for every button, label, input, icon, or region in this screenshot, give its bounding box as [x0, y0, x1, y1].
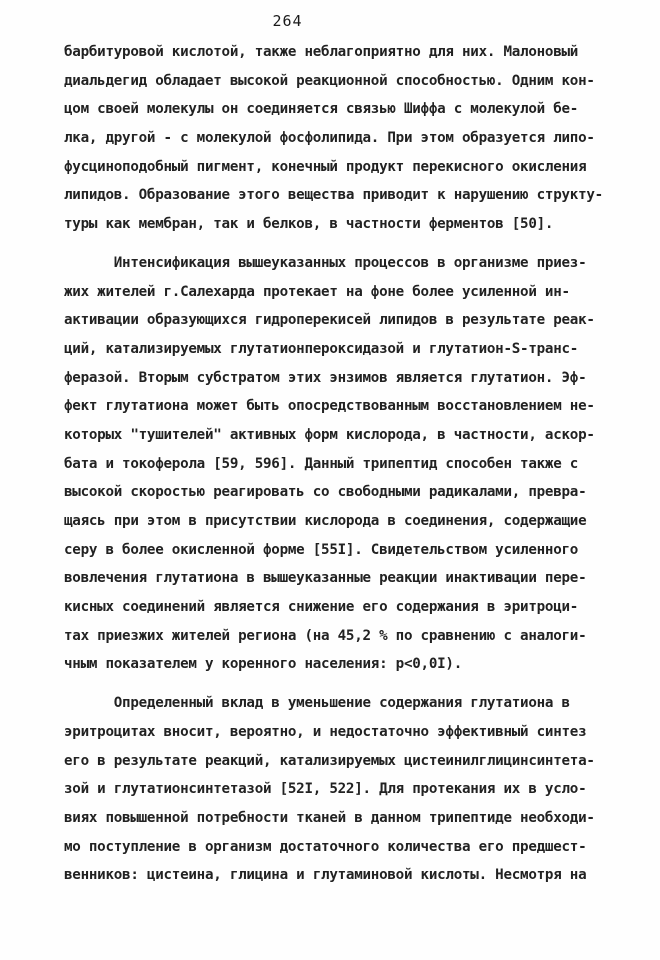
- text-line: лка, другой - с молекулой фосфолипида. При этом образуется липо-: [64, 130, 595, 147]
- text-line: высокой скоростью реагировать со свободными радикалами, превра-: [64, 484, 587, 501]
- text-line: щаясь при этом в присутствии кислорода в соединения, содержащие: [64, 513, 587, 529]
- text-line: серу в более окисленной форме [55I]. Свидетельством усиленного: [64, 541, 579, 558]
- text-line: его в результате реакций, катализируемых цистеинилглицинсинтета-: [64, 752, 595, 769]
- text-line: которых "тушителей" активных форм кислорода, в частности, аскор-: [64, 426, 595, 443]
- text-line: ций, катализируемых глутатионпероксидазой и глутатион-S-транс-: [64, 340, 579, 357]
- text-line: чным показателем у коренного населения: p<0,0I).: [64, 656, 462, 673]
- paragraph: [64, 249, 604, 679]
- text-line: цом своей молекулы он соединяется связью Шиффа с молекулой бе-: [64, 101, 579, 118]
- text-line: жих жителей г.Салехарда протекает на фоне более усиленной ин-: [64, 283, 570, 300]
- page-number: 264: [272, 12, 303, 30]
- text-line: кисных соединений является снижение его содержания в эритроци-: [64, 599, 579, 616]
- text-line: липидов. Образование этого вещества приводит к нарушению структу-: [64, 187, 603, 204]
- text-line: эритроцитах вносит, вероятно, и недостаточно эффективный синтез: [64, 723, 587, 740]
- body-text: [64, 38, 604, 890]
- text-line: активации образующихся гидроперекисей липидов в результате реак-: [64, 312, 595, 329]
- paragraph: [64, 689, 604, 890]
- text-line: бата и токоферола [59, 596]. Данный трипептид способен также с: [64, 455, 579, 472]
- text-line: Интенсификация вышеуказанных процессов в организме приез-: [64, 254, 587, 271]
- text-line: виях повышенной потребности тканей в данном трипептиде необходи-: [64, 809, 595, 826]
- text-line: барбитуровой кислотой, также неблагоприятно для них. Малоновый: [64, 44, 579, 60]
- text-line: мо поступление в организм достаточного количества его предшест-: [64, 838, 587, 855]
- text-line: вовлечения глутатиона в вышеуказанные реакции инактивации пере-: [64, 570, 587, 587]
- text-line: венников: цистеина, глицина и глутаминовой кислоты. Несмотря на: [64, 867, 587, 884]
- paragraph: [64, 38, 604, 239]
- text-line: тах приезжих жителей региона (на 45,2 % по сравнению с аналоги-: [64, 627, 587, 644]
- text-line: фект глутатиона может быть опосредствованным восстановлением не-: [64, 398, 595, 415]
- paragraph-gap: [64, 679, 604, 689]
- paragraph-gap: [64, 239, 604, 249]
- text-line: Определенный вклад в уменьшение содержания глутатиона в: [64, 695, 570, 712]
- text-line: диальдегид обладает высокой реакционной способностью. Одним кон-: [64, 72, 595, 89]
- text-line: фусциноподобный пигмент, конечный продукт перекисного окисления: [64, 158, 587, 175]
- text-line: зой и глутатионсинтетазой [52I, 522]. Для протекания их в усло-: [64, 781, 587, 798]
- text-line: феразой. Вторым субстратом этих энзимов является глутатион. Эф-: [64, 369, 587, 386]
- text-line: туры как мембран, так и белков, в частности ферментов [50].: [64, 216, 554, 233]
